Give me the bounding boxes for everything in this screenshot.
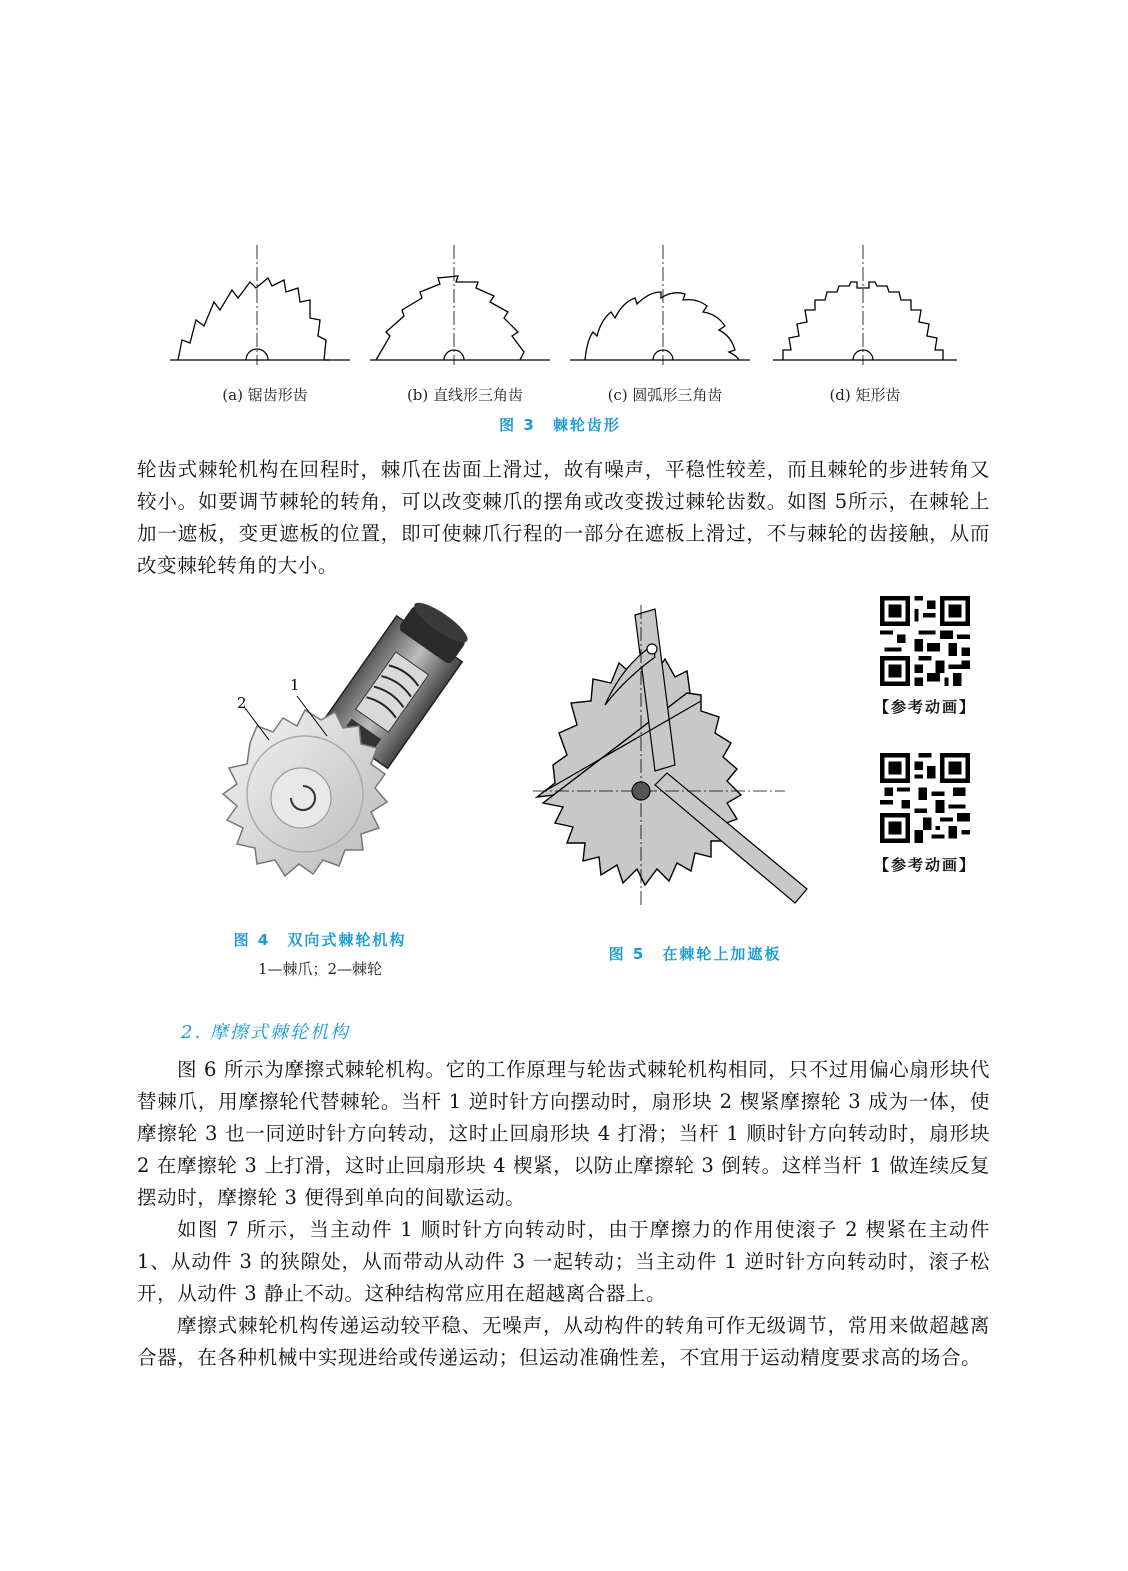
figure-5-caption: 图 5 在棘轮上加遮板 (608, 945, 782, 963)
qr-label-2: 【参考动画】 (873, 856, 976, 874)
qr-code-2[interactable] (880, 753, 970, 843)
subcaption-a: (a) 锯齿形齿 (222, 386, 308, 404)
subcaption-d: (d) 矩形齿 (829, 386, 901, 404)
figure-4-legend: 1—棘爪；2—棘轮 (257, 960, 383, 978)
qr-label-1: 【参考动画】 (873, 698, 976, 716)
figure-5-illustration (515, 605, 815, 910)
tooth-profile-b-diagram (360, 240, 560, 370)
paragraph-ratchet-adjustment: 轮齿式棘轮机构在回程时，棘爪在齿面上滑过，故有噪声，平稳性较差，而且棘轮的步进转角又较小。如要调节棘轮的转角，可以改变棘爪的摆角或改变拨过棘轮齿数。如图 5所示，在棘轮上加一遮板，变更遮板的位置，即可使棘爪行程的一部分在遮板上滑过，不与棘轮的齿接触，从而改变棘轮转角的大小。 (137, 458, 990, 577)
section-2-heading: 2. 摩擦式棘轮机构 (181, 1022, 350, 1043)
label-ratchet-number: 2 (237, 694, 247, 712)
subcaption-c: (c) 圆弧形三角齿 (607, 386, 723, 404)
qr-code-1[interactable] (880, 596, 970, 686)
figure-4-caption: 图 4 双向式棘轮机构 (233, 931, 407, 949)
paragraph-friction-ratchet-features: 摩擦式棘轮机构传递运动较平稳、无噪声，从动构件的转角可作无级调节，常用来做超越离合器，在各种机械中实现进给或传递运动；但运动准确性差，不宜用于运动精度要求高的场合。 (137, 1314, 990, 1369)
label-pawl-number: 1 (290, 676, 300, 694)
paragraph-overrunning-clutch: 如图 7 所示，当主动件 1 顺时针方向转动时，由于摩擦力的作用使滚子 2 楔紧在主动件 1、从动件 3 的狭隙处，从而带动从动件 3 一起转动；当主动件 1 逆时针方向转动时，滚子松开，从动件 3 静止不动。这种结构常应用在超越离合器上。 (137, 1218, 990, 1305)
figure-4-illustration (185, 598, 475, 908)
subcaption-b: (b) 直线形三角齿 (406, 386, 524, 404)
figure-3 (160, 240, 960, 434)
figure-3-caption: 图 3 棘轮齿形 (499, 416, 621, 434)
tooth-profile-d-diagram (765, 240, 965, 370)
tooth-profile-a-diagram (160, 240, 360, 370)
paragraph-friction-ratchet-principle: 图 6 所示为摩擦式棘轮机构。它的工作原理与轮齿式棘轮机构相同，只不过用偏心扇形块代替棘爪，用摩擦轮代替棘轮。当杆 1 逆时针方向摆动时，扇形块 2 楔紧摩擦轮 3 成为一体，使摩擦轮 3 也一同逆时针方向转动，这时止回扇形块 4 打滑；当杆 1 顺时针方向转动时，扇形块 2 在摩擦轮 3 上打滑，这时止回扇形块 4 楔紧，以防止摩擦轮 3 倒转。这样当杆 1 做连续反复摆动时，摩擦轮 3 便得到单向的间歇运动。 (137, 1058, 990, 1209)
tooth-profile-c-diagram (565, 240, 765, 370)
